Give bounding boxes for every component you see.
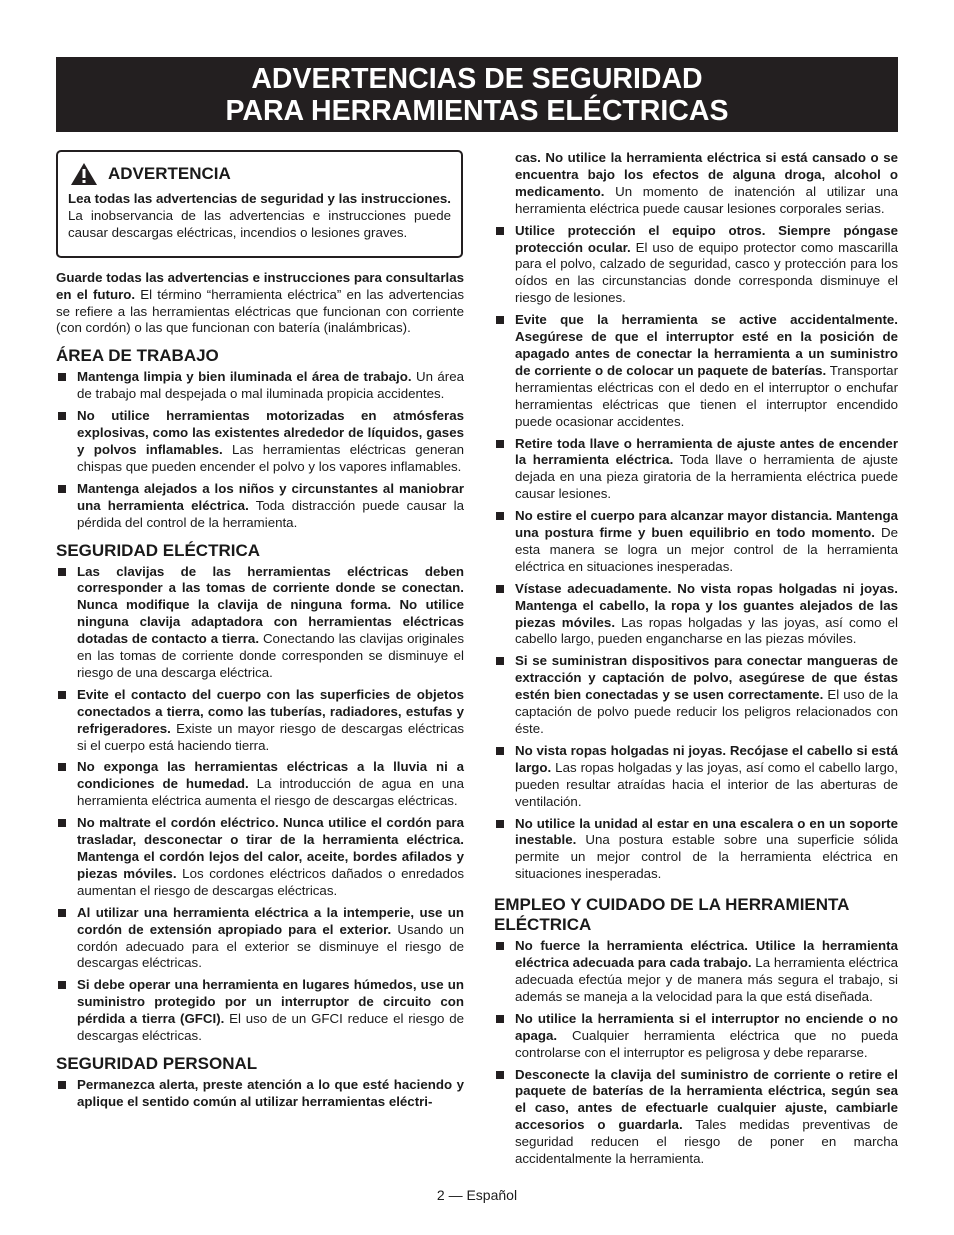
page-title-banner xyxy=(56,57,898,132)
item-bold: No utilice herramientas motorizadas en atmósferas explosivas, como las existentes alrededor de líquidos, gases y polvos inflamables. xyxy=(77,408,464,457)
section-heading-electrical: SEGURIDAD ELÉCTRICA xyxy=(56,540,261,560)
item-bold: No maltrate el cordón eléctrico. Nunca utilice el cordón para trasladar, desconectar o tirar de la herramienta eléctrica. Mantenga el cordón lejos del calor, aceite, bordes afilados y piezas móviles. xyxy=(77,815,464,881)
left-column xyxy=(56,150,464,1116)
personal-list-cont xyxy=(494,150,898,883)
item-bold: No vista ropas holgadas ni joyas. Recójase el cabello si está largo. xyxy=(515,742,898,775)
item-bold: Mantenga alejados a los niños y circunstantes al maniobrar una herramienta eléctrica. xyxy=(77,480,464,513)
electrical-list xyxy=(56,564,464,1045)
list-item xyxy=(56,408,464,476)
list-item xyxy=(56,481,464,532)
warning-text xyxy=(68,191,451,242)
personal-list-start xyxy=(56,1077,464,1111)
list-item xyxy=(494,743,898,811)
item-bold: Evite que la herramienta se active accidentalmente. Asegúrese de que el interruptor esté en la posición de apagado antes de conectar la herramienta a un suministro de corriente o de colocar un paquete de baterías. xyxy=(515,312,898,378)
item-text: Tales medidas preventivas de seguridad reducen el riesgo de poner en marcha accidentalmente la herramienta. xyxy=(515,1117,898,1167)
list-item xyxy=(494,581,898,649)
intro-bold: Guarde todas las advertencias e instrucciones para consultarlas en el futuro. xyxy=(56,269,464,302)
list-item xyxy=(56,815,464,900)
item-text: Una postura estable sobre una superficie sólida permite un mejor control de la herramienta eléctrica en situaciones inesperadas. xyxy=(515,832,898,882)
item-text: La herramienta eléctrica adecuada efectúa mejor y de manera más segura el trabajo, si además se maneja a la velocidad para la que está diseñada. xyxy=(515,955,898,1004)
list-item xyxy=(56,905,464,973)
item-bold: Mantenga limpia y bien iluminada el área de trabajo. xyxy=(77,369,412,385)
item-bold: No exponga las herramientas eléctricas a la lluvia ni a condiciones de humedad. xyxy=(77,759,464,792)
item-text: Las herramientas eléctricas generan chispas que pueden encender el polvo y los vapores inflamables. xyxy=(77,441,464,474)
item-text: Un área de trabajo mal despejada o mal iluminada propicia accidentes. xyxy=(77,369,464,402)
item-bold: Si se suministran dispositivos para conectar mangueras de extracción y captación de polvo, asegúrese de que éstas estén bien conectadas y se usen correctamente. xyxy=(515,653,898,703)
item-text: Transportar herramientas eléctricas con el dedo en el interruptor o enchufar herramientas eléctricas que tienen el interruptor encendido puede ocasionar accidentes. xyxy=(515,362,898,429)
item-text: Toda llave o herramienta de ajuste dejada en una pieza giratoria de la herramienta eléctrica puede causar lesiones. xyxy=(515,452,898,502)
item-bold: No utilice la herramienta si el interruptor no enciende o no apaga. xyxy=(515,1010,898,1043)
list-item xyxy=(494,436,898,504)
item-bold: No fuerce la herramienta eléctrica. Utilice la herramienta eléctrica adecuada para cada trabajo. xyxy=(515,938,898,971)
item-text: Toda distracción puede causar la pérdida del control de la herramienta. xyxy=(77,497,464,530)
item-text: Las ropas holgadas y las joyas, así como el cabello largo, pueden engancharse en las piezas móviles. xyxy=(515,614,898,647)
section-heading-use-care: EMPLEO Y CUIDADO DE LA HERRAMIENTA ELÉCTRICA xyxy=(494,895,849,935)
list-item xyxy=(494,508,898,576)
right-column xyxy=(494,150,898,1173)
list-item xyxy=(56,564,464,682)
item-bold: Retire toda llave o herramienta de ajuste antes de encender la herramienta eléctrica. xyxy=(515,435,898,468)
item-text: Conectando las clavijas originales en las tomas de corriente donde corresponden se disminuye el riesgo de una descarga eléctrica. xyxy=(77,631,464,680)
item-bold: Evite el contacto del cuerpo con las superficies de objetos conectados a tierra, como las tuberías, radiadores, estufas y refrigeradores. xyxy=(77,686,464,736)
item-bold: Utilice protección el equipo otros. Siempre póngase protección ocular. xyxy=(515,222,898,255)
list-item xyxy=(494,938,898,1006)
list-item xyxy=(494,816,898,884)
list-item xyxy=(494,1067,898,1168)
list-item xyxy=(56,977,464,1045)
item-bold: cas. No utilice la herramienta eléctrica si está cansado o se encuentra bajo los efectos de alguna droga, alcohol o medicamento. xyxy=(515,150,898,199)
item-bold: Las clavijas de las herramientas eléctricas deben corresponder a las tomas de corriente donde se conectan. Nunca modifique la clavija de ninguna forma. No utilice ninguna clavija adaptadora con herramientas eléctricas dotadas de contacto a tierra. xyxy=(77,563,464,647)
item-bold: No utilice la unidad al estar en una escalera o en un soporte inestable. xyxy=(515,815,898,848)
item-bold: Permanezca alerta, preste atención a lo que esté haciendo y aplique el sentido común al utilizar herramientas eléctri- xyxy=(77,1076,464,1109)
item-text: El uso de un GFCI reduce el riesgo de descargas eléctricas. xyxy=(77,1011,464,1044)
list-item xyxy=(494,653,898,738)
intro-body: El término “herramienta eléctrica” en las advertencias se refiere a las herramientas eléctricas que funcionan con corriente (con cordón) o las que funcionan con batería (inalámbricas). xyxy=(56,286,464,336)
warning-heading xyxy=(68,157,451,191)
page-title-line1: ADVERTENCIAS DE SEGURIDAD xyxy=(251,63,703,95)
item-text: Existe un mayor riesgo de descargas eléctricas si el cuerpo está haciendo tierra. xyxy=(77,720,464,753)
item-text: El uso de la captación de polvo puede reducir los peligros relacionados con éste. xyxy=(515,687,898,736)
section-heading-work-area: ÁREA DE TRABAJO xyxy=(56,346,219,366)
list-item-continued xyxy=(494,150,898,218)
page-footer: 2 — Español xyxy=(436,1187,518,1203)
item-text: La introducción de agua en una herramienta eléctrica aumenta el riesgo de descargas eléctricas. xyxy=(77,776,464,809)
item-text: Las ropas holgadas y las joyas, así como el cabello largo, pueden resultar atraídas hacia el interior de las aberturas de ventilación. xyxy=(515,759,898,809)
warning-triangle-icon xyxy=(70,162,98,186)
warning-body: La inobservancia de las advertencias e instrucciones puede causar descargas eléctricas, incendios o lesiones graves. xyxy=(68,207,451,240)
item-text: Cualquier herramienta eléctrica que no pueda controlarse con el interruptor es peligrosa y debe repararse. xyxy=(515,1027,898,1060)
item-text: Usando un cordón adecuado para el exterior se disminuye el riesgo de descargas eléctricas. xyxy=(77,921,465,971)
work-area-list xyxy=(56,369,464,531)
list-item xyxy=(56,369,464,403)
list-item xyxy=(494,312,898,430)
warning-bold: Lea todas las advertencias de seguridad y las instrucciones. xyxy=(68,191,451,206)
list-item xyxy=(494,1011,898,1062)
list-item xyxy=(56,759,464,810)
warning-box xyxy=(56,150,463,258)
item-text: De esta manera se logra un mejor control de la herramienta eléctrica en situaciones inesperadas. xyxy=(515,525,898,574)
item-bold: Al utilizar una herramienta eléctrica a la intemperie, use un cordón de extensión apropiado para el exterior. xyxy=(77,904,464,937)
item-text: El uso de equipo protector como mascarilla para el polvo, calzado de seguridad, casco y protección para los oídos en las circunstancias donde corresponda disminuye el riesgo de lesiones. xyxy=(515,239,899,306)
page-title-line2: PARA HERRAMIENTAS ELÉCTRICAS xyxy=(225,95,729,127)
use-care-list xyxy=(494,938,898,1168)
list-item xyxy=(56,687,464,755)
intro-paragraph xyxy=(56,270,464,338)
list-item xyxy=(56,1077,464,1111)
list-item xyxy=(494,223,898,308)
item-bold: Desconecte la clavija del suministro de corriente o retire el paquete de baterías de la herramienta eléctrica, según sea el caso, antes de efectuarle cualquier ajuste, cambiarle accesorios o guardarla. xyxy=(515,1066,898,1133)
warning-heading-text: ADVERTENCIA xyxy=(108,163,231,183)
item-text: Un momento de inatención al utilizar una herramienta eléctrica puede causar lesiones corporales serias. xyxy=(515,183,898,216)
section-heading-personal: SEGURIDAD PERSONAL xyxy=(56,1053,258,1073)
item-bold: Vístase adecuadamente. No vista ropas holgadas ni joyas. Mantenga el cabello, la ropa y los guantes alejados de las piezas móviles. xyxy=(515,580,898,630)
item-bold: Si debe operar una herramienta en lugares húmedos, use un suministro protegido por un interruptor de circuito con pérdida a tierra (GFCI). xyxy=(77,977,464,1027)
item-bold: No estire el cuerpo para alcanzar mayor distancia. Mantenga una postura firme y buen equilibrio en todo momento. xyxy=(515,508,898,541)
item-text: Los cordones eléctricos dañados o enredados aumentan el riesgo de descargas eléctricas. xyxy=(77,865,464,898)
